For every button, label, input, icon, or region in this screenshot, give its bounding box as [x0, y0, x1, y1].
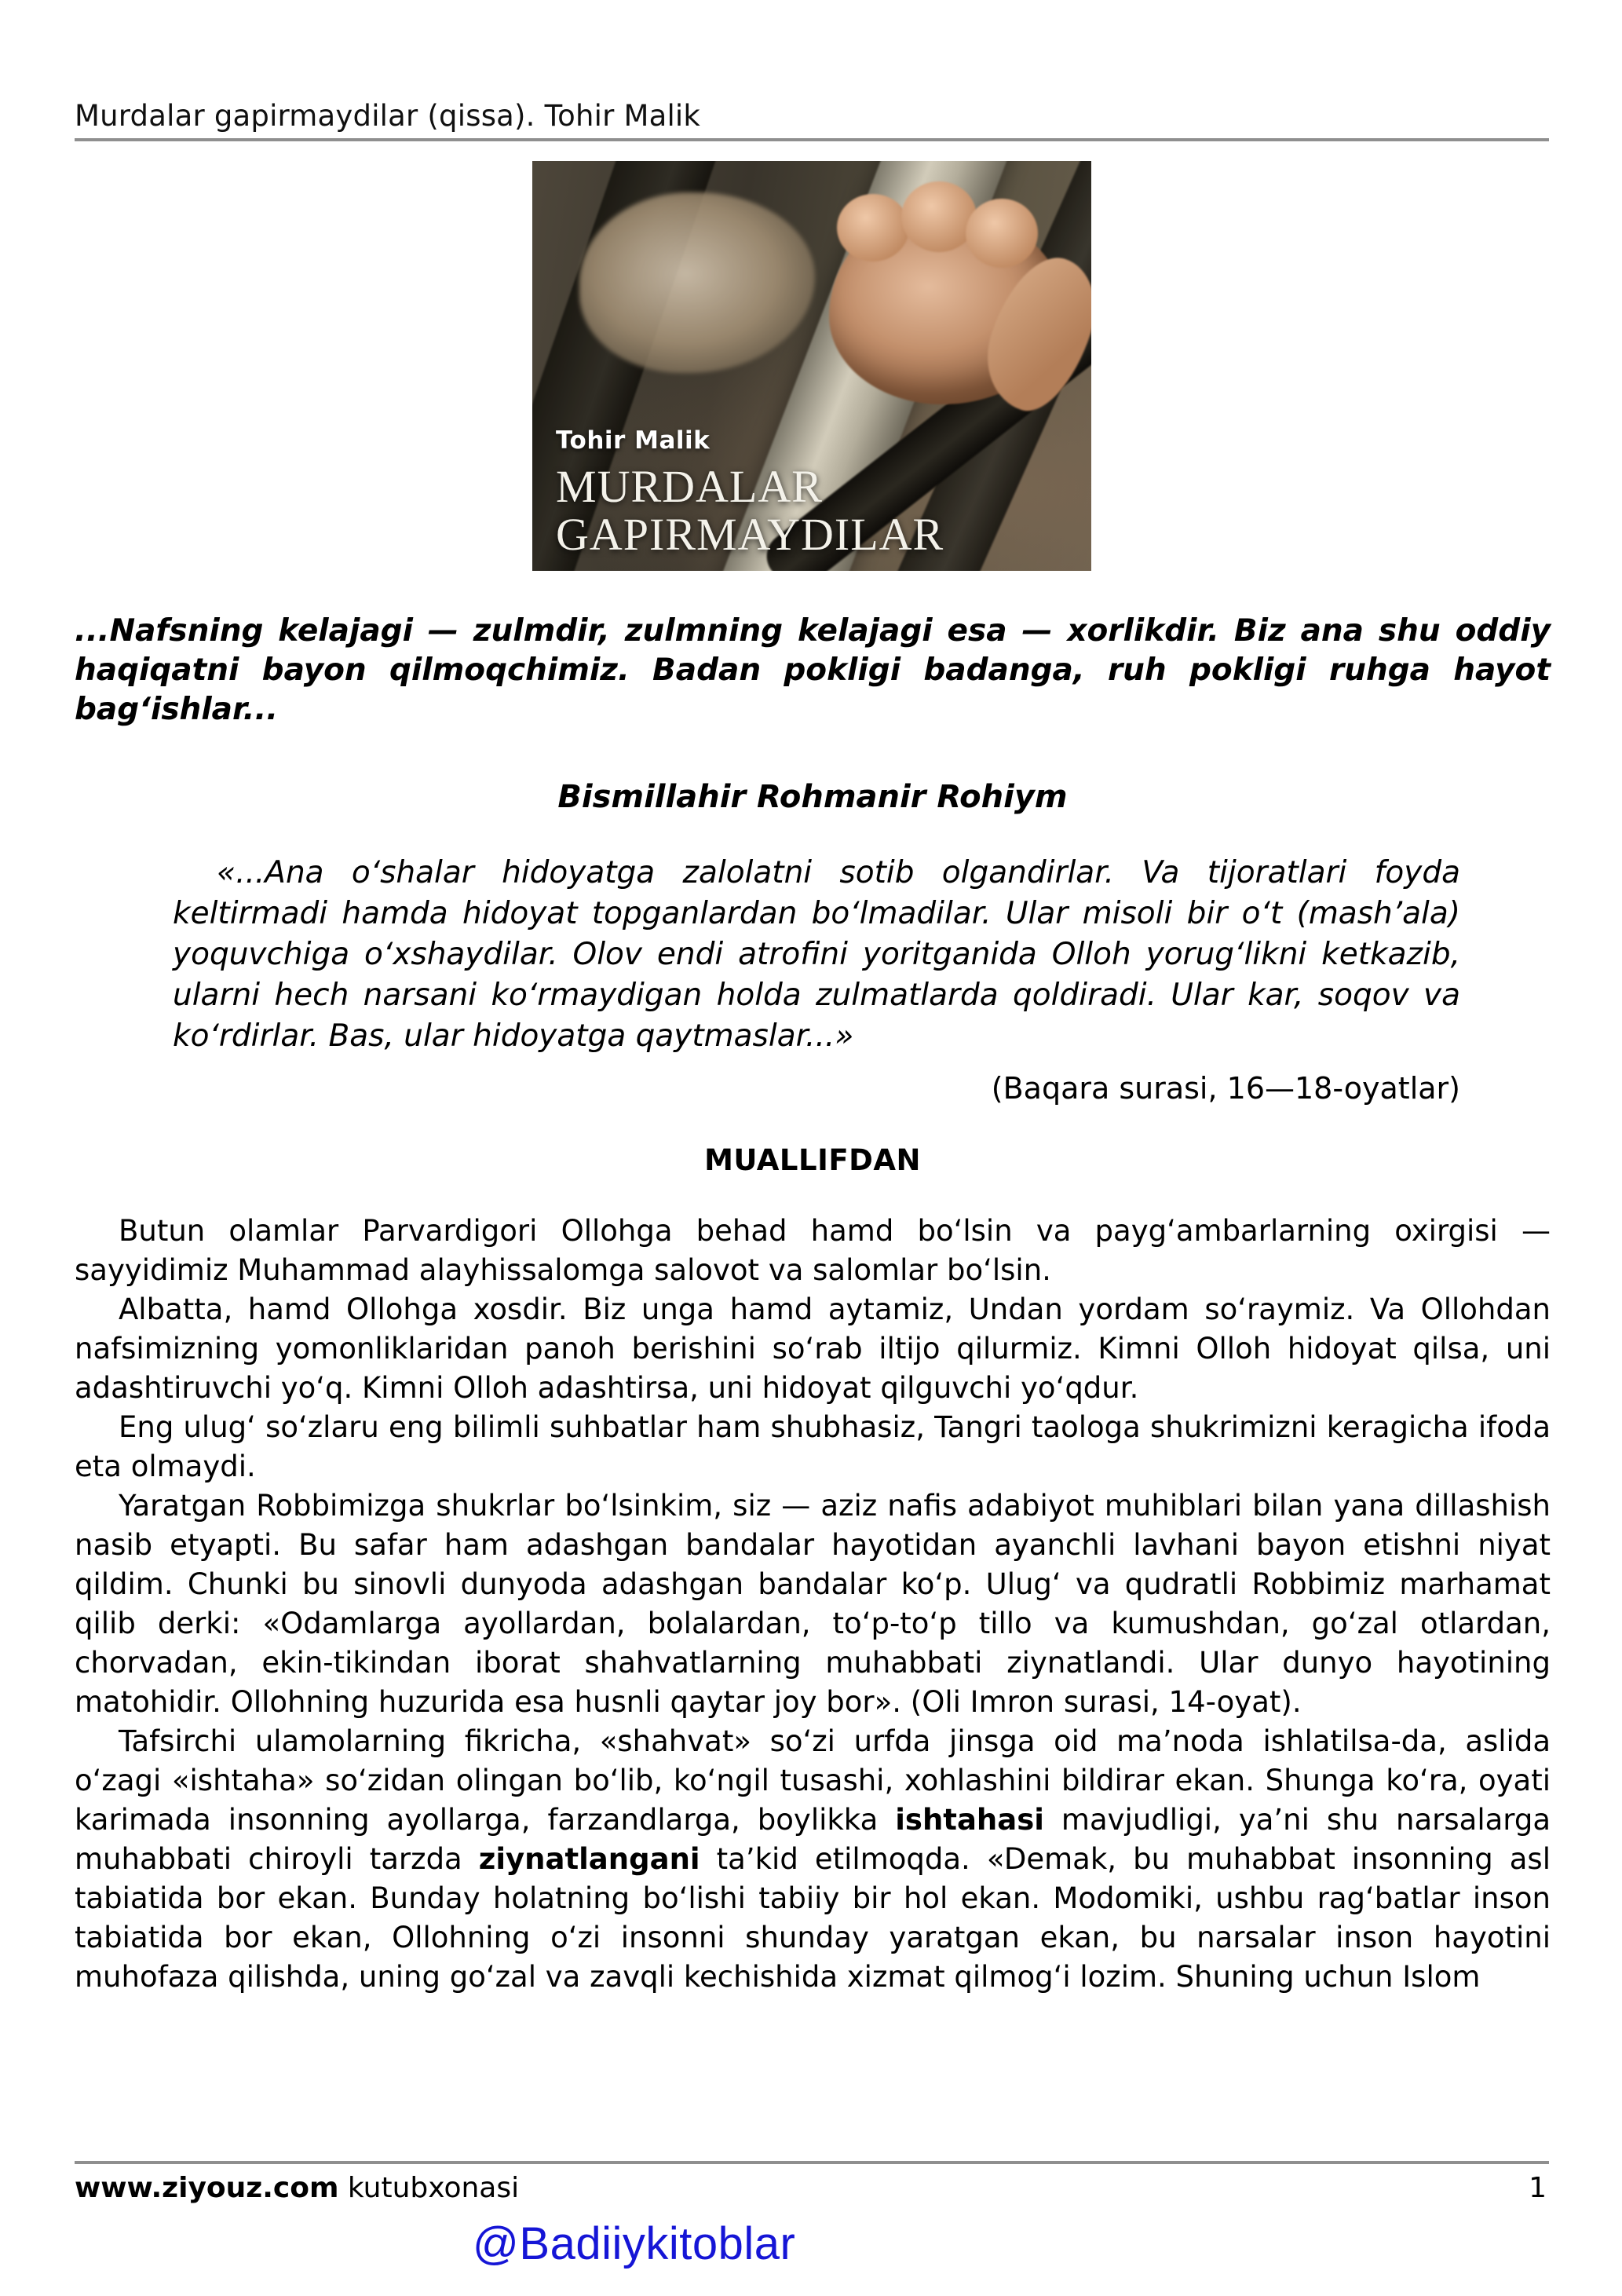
cover-text-block — [556, 426, 944, 558]
footer-library-text: kutubxonasi — [338, 2172, 520, 2204]
body-paragraph: Yaratgan Robbimizga shukrlar bo‘lsinkim, siz — aziz nafis adabiyot muhiblari bilan yana dillashish nasib etyapti. Bu safar ham adashgan bandalar hayotidan ayanchli lavhani bayon etishni niyat qildim. Chunki bu sinovli dunyoda adashgan bandalar ko‘p. Ulug‘ va qudratli Robbimiz marhamat qilib derki: «Odamlarga ayollardan, bolalardan, to‘p-to‘p tillo va kumushdan, go‘zal otlardan, chorvadan, ekin-tikindan iborat shahvatlarning muhabbati ziynatlandi. Ular dunyo hayotining matohidir. Ollohning huzurida esa husnli qaytar joy bor». (Oli Imron surasi, 14-oyat). — [75, 1489, 1551, 1719]
quote-attribution: (Baqara surasi, 16—18-oyatlar) — [991, 1071, 1460, 1106]
footer-library-label — [75, 2172, 519, 2204]
body-paragraph: Eng ulug‘ so‘zlaru eng bilimli suhbatlar ham shubhasiz, Tangri taologa shukrimizni keragicha ifoda eta olmaydi. — [75, 1410, 1551, 1483]
page-number: 1 — [1529, 2172, 1547, 2204]
footer-site-name: www.ziyouz.com — [75, 2172, 339, 2204]
telegram-watermark-link[interactable]: @Badiiykitoblar — [473, 2218, 796, 2269]
epigraph-paragraph: ...Nafsning kelajagi — zulmdir, zulmning kelajagi esa — xorlikdir. Biz ana shu oddiy haqiqatni bayon qilmoqchimiz. Badan pokligi badanga, ruh pokligi ruhga hayot bag‘ishlar... — [75, 613, 1551, 727]
footer-divider — [75, 2161, 1549, 2164]
cover-author-label: Tohir Malik — [556, 426, 711, 455]
cover-image — [532, 161, 1091, 571]
bismillah-heading: Bismillahir Rohmanir Rohiym — [557, 779, 1068, 815]
page-header-title: Murdalar gapirmaydilar (qissa). Tohir Malik — [75, 99, 701, 133]
cover-title-line2: GAPIRMAYDILAR — [556, 509, 944, 560]
body-paragraphs — [75, 1212, 1551, 1997]
body-paragraph: Albatta, hamd Ollohga xosdir. Biz unga hamd aytamiz, Undan yordam so‘raymiz. Va Ollohdan nafsimizning yomonliklaridan panoh berishini so‘rab iltijo qilurmiz. Kimni Olloh hidoyat qilsa, uni adashtiruvchi yo‘q. Kimni Olloh adashtirsa, uni hidoyat qilguvchi yo‘qdur. — [75, 1292, 1551, 1405]
knuckle-shape — [901, 181, 977, 252]
quran-quote: «...Ana o‘shalar hidoyatga zalolatni sotib olgandirlar. Va tijoratlari foyda keltirmadi hamda hidoyat topganlardan bo‘lmadilar. Ular misoli bir o‘t (mash’ala) yoquvchiga o‘xshaydilar. Olov endi atrofini yoritganida Olloh yorug‘likni ketkazib, ularni hech narsani ko‘rmaydigan holda zulmatlarda qoldiradi. Ular kar, soqov va ko‘rdirlar. Bas, ular hidoyatga qaytmaslar...» — [173, 855, 1460, 1054]
header-divider — [75, 138, 1549, 141]
cover-title-line1: MURDALAR — [556, 461, 823, 512]
section-heading-muallifdan: MUALLIFDAN — [704, 1143, 921, 1177]
body-paragraph: Butun olamlar Parvardigori Ollohga behad hamd bo‘lsin va payg‘ambarlarning oxirgisi — sayyidimiz Muhammad alayhissalomga salovot va salomlar bo‘lsin. — [75, 1214, 1551, 1287]
knuckle-shape — [966, 199, 1038, 268]
hand-shape — [579, 192, 815, 373]
knuckle-shape — [837, 194, 909, 261]
body-paragraph: Tafsirchi ulamolarning fikricha, «shahvat» so‘zi urfda jinsga oid ma’noda ishlatilsa-da, aslida o‘zagi «ishtaha» so‘zidan olingan bo‘lib, ko‘ngil tusashi, xohlashini bildirar ekan. Shunga ko‘ra, oyati karimada insonning ayollarga, farzandlarga, boylikka ishtahasi mavjudligi, ya’ni shu narsalarga muhabbati chiroyli tarzda ziynatlangani ta’kid etilmoqda. «Demak, bu muhabbat insonning asl tabiatida bor ekan. Bunday holatning bo‘lishi tabiiy bir hol ekan. Modomiki, ushbu rag‘batlar inson tabiatida bor ekan, Ollohning o‘zi insonni shunday yaratgan ekan, bu narsalar inson hayotini muhofaza qilishda, uning go‘zal va zavqli kechishida xizmat qilmog‘i lozim. Shuning uchun Islom — [75, 1724, 1551, 1994]
